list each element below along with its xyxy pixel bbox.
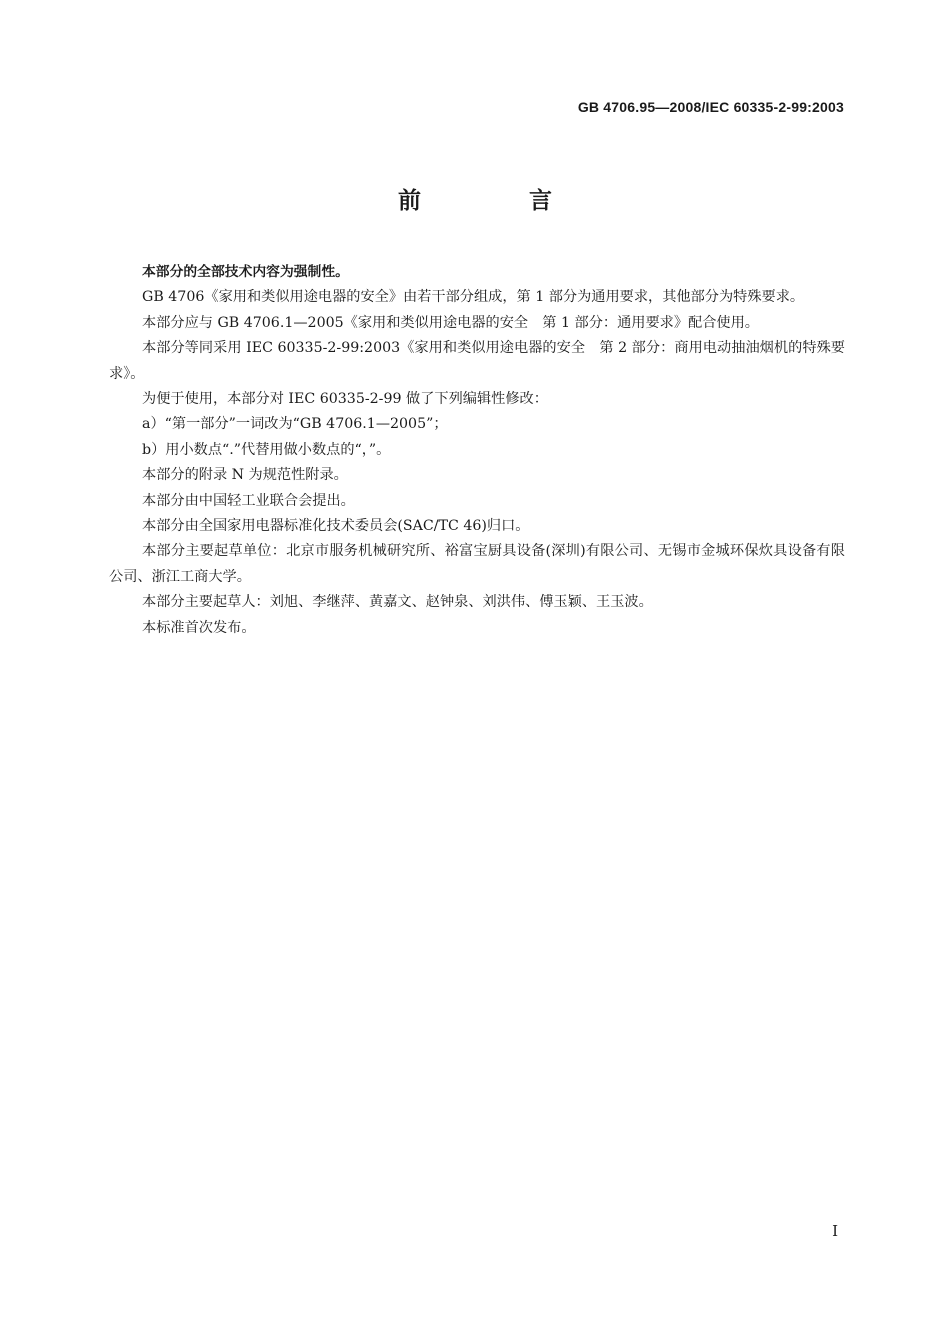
list-item-change-a: a）“第一部分”一词改为“GB 4706.1—2005”； [142,416,448,433]
paragraph-drafting-organizations: 本部分主要起草单位：北京市服务机械研究所、裕富宝厨具设备(深圳)有限公司、无锡市金城环保炊具设备有限公司、浙江工商大学。 [109,543,845,585]
paragraph-first-publication: 本标准首次发布。 [142,619,256,636]
paragraph-proposed-by: 本部分由中国轻工业联合会提出。 [142,492,355,509]
paragraph-mandatory-notice: 本部分的全部技术内容为强制性。 [142,264,349,280]
standard-code-header: GB 4706.95—2008/IEC 60335-2-99:2003 [577,99,844,115]
paragraph-equivalent-adoption: 本部分等同采用 IEC 60335-2-99:2003《家用和类似用途电器的安全 第 2 部分：商用电动抽油烟机的特殊要求》。 [109,340,845,382]
page-title: 前 言 [397,188,602,214]
paragraph-annex-n: 本部分的附录 N 为规范性附录。 [142,467,348,484]
foreword-body [109,260,845,641]
paragraph-drafters: 本部分主要起草人：刘旭、李继萍、黄嘉文、赵钟泉、刘洪伟、傅玉颖、王玉波。 [142,594,653,611]
paragraph-administered-by: 本部分由全国家用电器标准化技术委员会(SAC/TC 46)归口。 [142,518,530,535]
paragraph-series-composition: GB 4706《家用和类似用途电器的安全》由若干部分组成，第 1 部分为通用要求，其他部分为特殊要求。 [142,289,805,306]
paragraph-usage-with-part1: 本部分应与 GB 4706.1—2005《家用和类似用途电器的安全 第 1 部分：通用要求》配合使用。 [142,314,759,331]
page-number: I [832,1222,838,1240]
paragraph-editorial-changes-intro: 为便于使用，本部分对 IEC 60335-2-99 做了下列编辑性修改： [142,391,548,408]
list-item-change-b: b）用小数点“.”代替用做小数点的“，”。 [142,441,391,458]
